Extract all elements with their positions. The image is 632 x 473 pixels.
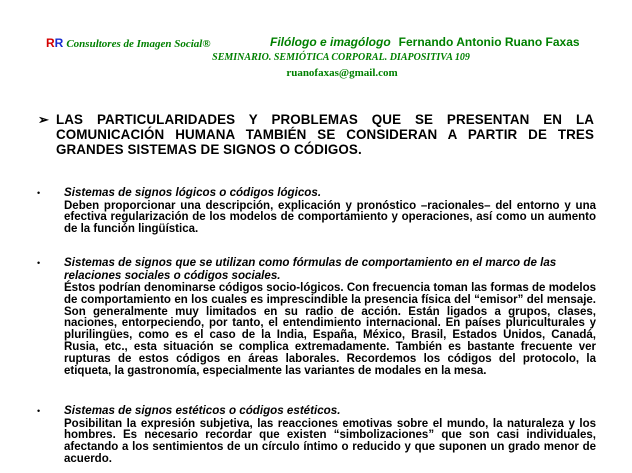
brand-logo <box>46 36 211 50</box>
bullet-icon: • <box>37 188 41 198</box>
section-body: Éstos podrían denominarse códigos socio-lógicos. Con frecuencia toman las formas de modelos de comportamiento en los cuales es imprescindible la presencia física del “emisor” del mensaje. Son generalmente muy limitados en su radio de acción. Están ligados a grupos, clases, naciones, entorpeciendo, por tanto, el entendimiento internacional. En países pluriculturales y plurilingües, como es el caso de la India, España, México, Brasil, Estados Unidos, Canadá, Rusia, etc., esta situación se complica extremadamente. También es bastante frecuente ver rupturas de estos códigos en áreas laborales. Recordemos los códigos del protocolo, la etiqueta, la gastronomía, especialmente las variantes de modales en la mesa. <box>64 282 596 377</box>
main-point-text: LAS PARTICULARIDADES Y PROBLEMAS QUE SE PRESENTAN EN LA COMUNICACIÓN HUMANA TAMBIÉN SE CONSIDERAN A PARTIR DE TRES GRANDES SISTEMAS DE SIGNOS O CÓDIGOS. <box>56 112 594 157</box>
arrow-bullet-icon: ➢ <box>38 112 49 127</box>
author-email: ruanofaxas@gmail.com <box>286 67 398 79</box>
section-title: Sistemas de signos que se utilizan como fórmulas de comportamiento en el marco de las relaciones sociales o códigos sociales. <box>64 256 557 282</box>
section-social-codes <box>37 256 596 377</box>
author-role: Filólogo e imagólogo <box>270 35 391 49</box>
section-body: Deben proporcionar una descripción, explicación y pronóstico –racionales– del entorno y una efectiva regularización de los modelos de comportamiento y operaciones, así como un aumento de la función lingüística. <box>64 199 596 236</box>
section-title: Sistemas de signos lógicos o códigos lógicos. <box>64 186 322 199</box>
section-body: Posibilitan la expresión subjetiva, las reacciones emotivas sobre el mundo, la naturaleza y los hombres. Es necesario recordar que existen “simbolizaciones” que son casi individuales, afectando a los sentimientos de un círculo íntimo o reducido y que suponen un grado menor de acuerdo. <box>64 417 596 465</box>
author-name: Fernando Antonio Ruano Faxas <box>398 35 580 49</box>
section-logical-codes <box>37 186 596 236</box>
bullet-icon: • <box>37 258 41 268</box>
author-line <box>270 35 580 49</box>
slide-header <box>0 0 632 84</box>
seminar-title: SEMINARIO. SEMIÓTICA CORPORAL. DIAPOSITIVA 109 <box>212 52 470 63</box>
logo-letter-red: R <box>46 36 55 50</box>
main-point <box>38 112 594 157</box>
logo-text: Consultores de Imagen Social® <box>66 38 211 50</box>
logo-letter-blue: R <box>54 36 64 50</box>
section-aesthetic-codes <box>37 404 596 466</box>
section-title: Sistemas de signos estéticos o códigos estéticos. <box>64 404 341 417</box>
bullet-icon: • <box>37 406 41 416</box>
